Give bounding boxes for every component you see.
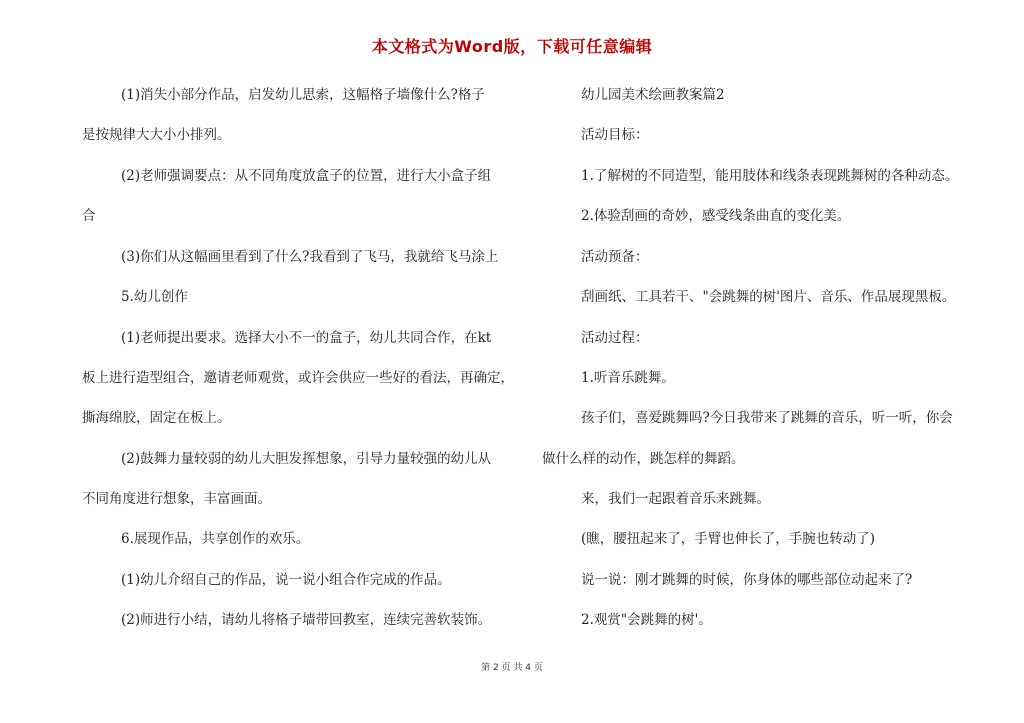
left-column-line: (1)幼儿介绍自己的作品，说一说小组合作完成的作品。 (121, 572, 451, 588)
left-column-line: 不同角度进行想象，丰富画面。 (82, 491, 271, 507)
left-column-line: (1)老师提出要求。选择大小不一的盒子，幼儿共同合作，在kt (121, 330, 492, 346)
right-column-line: 活动预备： (581, 249, 649, 265)
left-column-line: (2)鼓舞力量较弱的幼儿大胆发挥想象，引导力量较强的幼儿从 (121, 451, 492, 467)
right-column-line: 孩子们，喜爱跳舞吗?今日我带来了跳舞的音乐，听一听，你会 (581, 410, 953, 426)
right-column-line: 说一说：刚才跳舞的时候，你身体的哪些部位动起来了? (581, 572, 913, 588)
right-column-line: 1.听音乐跳舞。 (581, 370, 675, 386)
document-header-title: 本文格式为Word版，下载可任意编辑 (371, 37, 653, 56)
right-column-line: 活动过程： (581, 330, 649, 346)
right-column-line: 做什么样的动作，跳怎样的舞蹈。 (542, 451, 745, 467)
right-column-line: 幼儿园美术绘画教案篇2 (581, 87, 725, 103)
right-column-line: 来，我们一起跟着音乐来跳舞。 (581, 491, 770, 507)
right-column-line: 活动目标： (581, 127, 649, 143)
right-column-line: 2.观赏"会跳舞的树'。 (581, 612, 712, 628)
left-column-line: 撕海绵胶，固定在板上。 (82, 410, 231, 426)
left-column-line: (2)老师强调要点：从不同角度放盒子的位置，进行大小盒子组 (121, 168, 492, 184)
left-column-line: (2)师进行小结，请幼儿将格子墙带回教室，连续完善软装饰。 (121, 612, 492, 628)
left-column-line: 合 (82, 208, 96, 224)
left-column-line: (3)你们从这幅画里看到了什么?我看到了飞马，我就给飞马涂上 (121, 249, 499, 265)
right-column-line: 1.了解树的不同造型，能用肢体和线条表现跳舞树的各种动态。 (581, 168, 959, 184)
left-column-line: 5.幼儿创作 (121, 289, 188, 305)
left-column-line: 是按规律大大小小排列。 (82, 127, 231, 143)
page-number-footer: 第 2 页 共 4 页 (481, 663, 543, 673)
left-column-line: 6.展现作品，共享创作的欢乐。 (121, 531, 310, 547)
right-column-line: 刮画纸、工具若干、"会跳舞的树'图片、音乐、作品展现黑板。 (581, 289, 956, 305)
left-column-line: 板上进行造型组合，邀请老师观赏，或许会供应一些好的看法，再确定， (82, 370, 514, 386)
right-column-line: (瞧，腰扭起来了，手臂也伸长了，手腕也转动了) (581, 531, 876, 547)
right-column-line: 2.体验刮画的奇妙，感受线条曲直的变化美。 (581, 208, 851, 224)
left-column-line: (1)消失小部分作品，启发幼儿思索，这幅格子墙像什么?格子 (121, 87, 485, 103)
